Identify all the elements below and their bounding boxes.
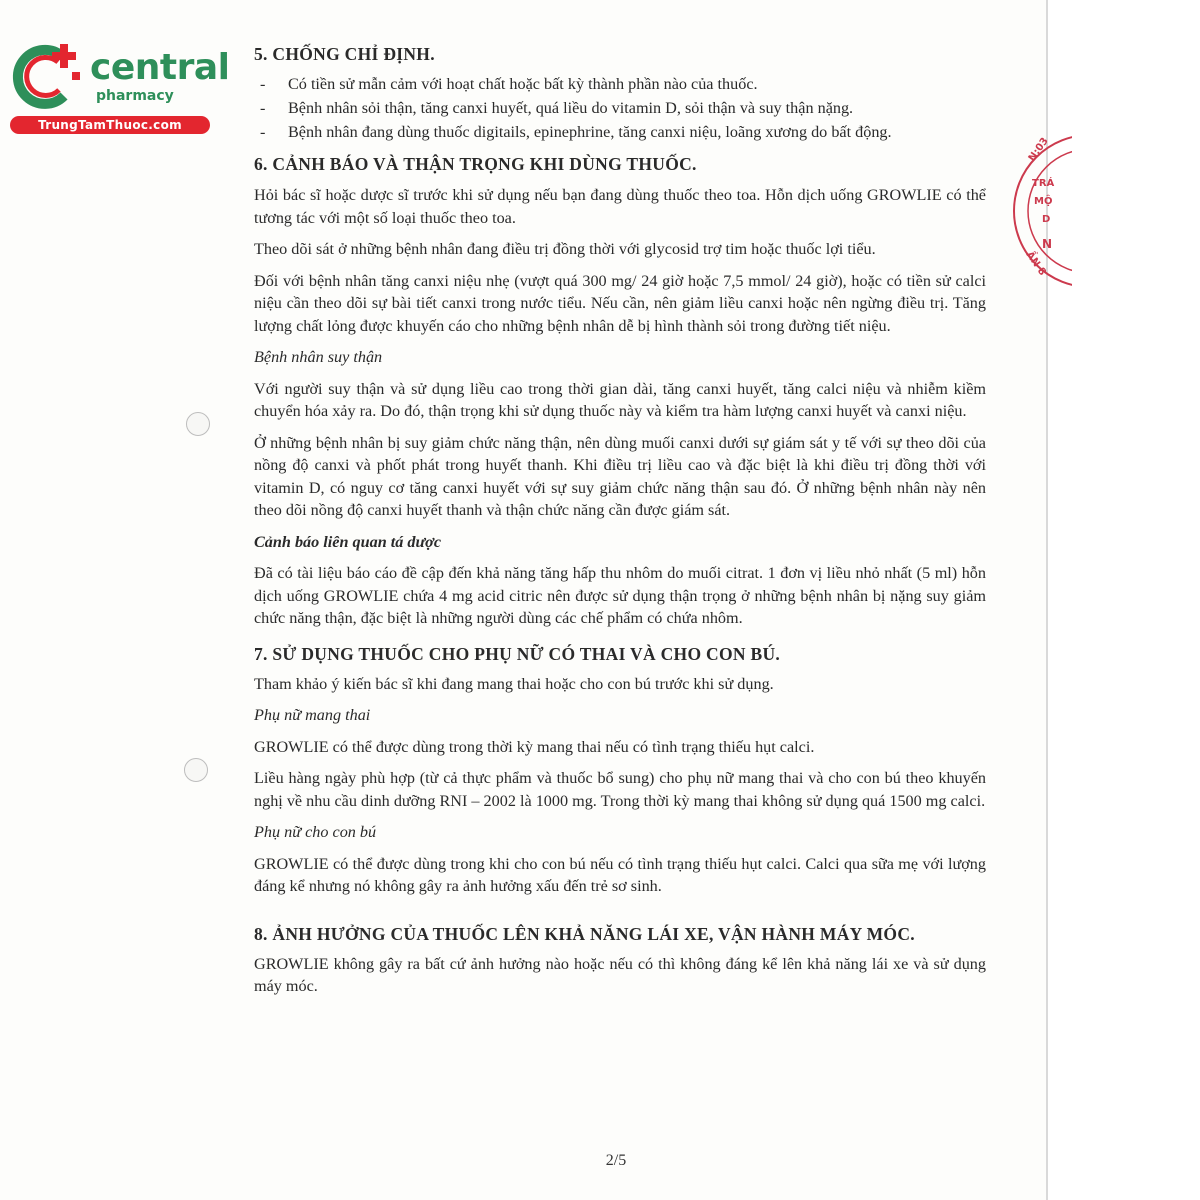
logo-banner: TrungTamThuoc.com [10, 116, 210, 134]
paragraph: Với người suy thận và sử dụng liều cao trong thời gian dài, tăng canxi huyết, tăng calci niệu và nhiễm kiềm chuyển hóa xảy ra. Do đó, thận trọng khi sử dụng thuốc này và kiểm tra hàm lượng canxi huyết và canxi niệu. [254, 379, 986, 420]
section-warnings [254, 150, 986, 630]
central-pharmacy-logo[interactable] [10, 38, 230, 138]
subheading-lactation: Phụ nữ cho con bú [254, 823, 377, 841]
stamp-text: N:03 [1026, 135, 1051, 164]
section-heading: 7. SỬ DỤNG THUỐC CHO PHỤ NỮ CÓ THAI VÀ CHO CON BÚ. [254, 643, 781, 664]
subheading-renal-impairment: Bệnh nhân suy thận [254, 348, 383, 366]
paragraph: Hỏi bác sĩ hoặc dược sĩ trước khi sử dụng nếu bạn đang dùng thuốc theo toa. Hỗn dịch uống GROWLIE có thể tương tác với một số loại thuốc theo toa. [254, 186, 986, 227]
paragraph: Tham khảo ý kiến bác sĩ khi đang mang thai hoặc cho con bú trước khi sử dụng. [254, 674, 774, 693]
stamp-text: TRÁ [1032, 178, 1055, 189]
punch-hole [184, 758, 208, 782]
punch-hole [186, 412, 210, 436]
paragraph: Theo dõi sát ở những bệnh nhân đang điều trị đồng thời với glycosid trợ tim hoặc thuốc lợi tiểu. [254, 240, 876, 258]
section-driving [254, 920, 986, 998]
paragraph: Ở những bệnh nhân bị suy giảm chức năng thận, nên dùng muối canxi dưới sự giám sát y tế với sự theo dõi của nồng độ canxi và phốt phát trong huyết thanh. Khi điều trị liều cao và đặc biệt là khi điều trị đồng thời với vitamin D, có nguy cơ tăng canxi huyết với sự suy giảm chức năng thận sau đó. Ở những bệnh nhân này nên theo dõi nồng độ canxi huyết thanh và thận chức năng cần được giám sát. [254, 433, 986, 519]
section-heading: 5. CHỐNG CHỈ ĐỊNH. [254, 44, 435, 64]
paragraph: Đã có tài liệu báo cáo đề cập đến khả năng tăng hấp thu nhôm do muối citrat. 1 đơn vị liều nhỏ nhất (5 ml) hỗn dịch uống GROWLIE chứa 4 mg acid citric nên được sử dụng thận trọng ở những bệnh nhân bị nặng suy giảm chức năng thận, đặc biệt là những người dùng các chế phẩm có chứa nhôm. [254, 564, 986, 627]
section-heading: 8. ẢNH HƯỞNG CỦA THUỐC LÊN KHẢ NĂNG LÁI XE, VẬN HÀNH MÁY MÓC. [254, 923, 915, 944]
section-heading: 6. CẢNH BÁO VÀ THẬN TRỌNG KHI DÙNG THUỐC. [254, 154, 697, 174]
document-content [254, 40, 986, 998]
paragraph: GROWLIE không gây ra bất cứ ảnh hưởng nào hoặc nếu có thì không đáng kể lên khả năng lái xe và sử dụng máy móc. [254, 954, 986, 995]
subheading-pregnancy: Phụ nữ mang thai [254, 706, 371, 724]
subheading-excipient-warning: Cảnh báo liên quan tá dược [254, 532, 442, 551]
page-number: 2/5 [605, 1152, 627, 1169]
paragraph: Đối với bệnh nhân tăng canxi niệu nhẹ (vượt quá 300 mg/ 24 giờ hoặc 7,5 mmol/ 24 giờ), hoặc có tiền sử calci niệu cần theo dõi sự bài tiết canxi trong nước tiểu. Nếu cần, nên giảm liều canxi hoặc nên ngừng điều trị. Tăng lượng chất lỏng được khuyến cáo cho những bệnh nhân dễ bị hình thành sỏi trong đường tiết niệu. [254, 271, 986, 335]
stamp-text: D [1042, 214, 1051, 225]
red-stamp [1012, 126, 1072, 296]
logo-subtitle: pharmacy [96, 88, 174, 104]
list-item: - Bệnh nhân đang dùng thuốc digitails, epinephrine, tăng canxi niệu, loãng xương do bất động. [254, 120, 986, 144]
stamp-text: MỘ [1034, 196, 1053, 207]
stamp-text: N [1042, 237, 1053, 251]
list-item: - Bệnh nhân sỏi thận, tăng canxi huyết, quá liều do vitamin D, sỏi thận và suy thận nặng. [254, 96, 986, 120]
logo-wordmark: central [90, 47, 230, 88]
stamp-text: ẦN 8 [1023, 249, 1048, 278]
paragraph: GROWLIE có thể được dùng trong thời kỳ mang thai nếu có tình trạng thiếu hụt calci. [254, 737, 815, 756]
section-contraindications [254, 40, 986, 144]
paragraph: Liều hàng ngày phù hợp (từ cả thực phẩm và thuốc bổ sung) cho phụ nữ mang thai và cho con bú theo khuyến nghị về nhu cầu dinh dưỡng RNI – 2002 là 1000 mg. Trong thời kỳ mang thai không sử dụng quá 1500 mg calci. [254, 769, 986, 810]
section-pregnancy-lactation [254, 640, 986, 898]
list-item: - Có tiền sử mẫn cảm với hoạt chất hoặc bất kỳ thành phần nào của thuốc. [254, 72, 986, 96]
pharmacy-cross-icon [10, 38, 90, 114]
contraindications-list [254, 72, 986, 144]
paragraph: GROWLIE có thể được dùng trong khi cho con bú nếu có tình trạng thiếu hụt calci. Calci qua sữa mẹ với lượng đáng kể nhưng nó không gây ra ảnh hưởng xấu đến trẻ sơ sinh. [254, 854, 986, 895]
